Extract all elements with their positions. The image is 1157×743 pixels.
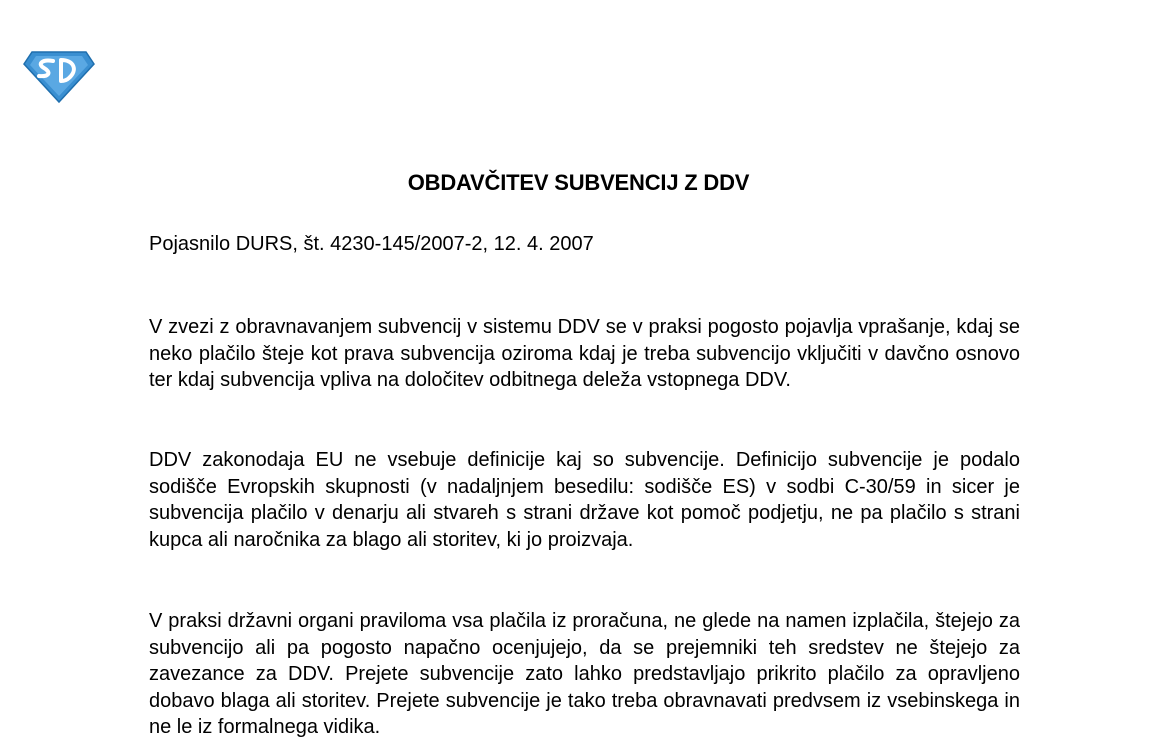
- document-title: OBDAVČITEV SUBVENCIJ Z DDV: [407, 170, 750, 195]
- document-reference: Pojasnilo DURS, št. 4230-145/2007-2, 12. 4. 2007: [149, 233, 594, 255]
- logo-icon: [22, 48, 96, 104]
- paragraph-2: DDV zakonodaja EU ne vsebuje definicije kaj so subvencije. Definicijo subvencije je podalo sodišče Evropskih skupnosti (v nadaljnjem besedilu: sodišče ES) v sodbi C-30/59 in sicer je subvencija plačilo v denarju ali stvareh s strani države kot pomoč podjetju, ne pa plačilo s strani kupca ali naročnika za blago ali storitev, ki jo proizvaja.: [149, 449, 1020, 551]
- paragraph-1: V zvezi z obravnavanjem subvencij v sistemu DDV se v praksi pogosto pojavlja vprašanje, kdaj se neko plačilo šteje kot prava subvencija oziroma kdaj je treba subvencijo vključiti v davčno osnovo ter kdaj subvencija vpliva na določitev odbitnega deleža vstopnega DDV.: [149, 316, 1020, 391]
- paragraph-3: V praksi državni organi praviloma vsa plačila iz proračuna, ne glede na namen izplačila, štejejo za subvencijo ali pa pogosto napačno ocenjujejo, da se prejemniki teh sredstev ne štejejo za zavezance za DDV. Prejete subvencije zato lahko predstavljajo prikrito plačilo za opravljeno dobavo blaga ali storitev. Prejete subvencije je tako treba obravnavati predvsem iz vsebinskega in ne le iz formalnega vidika.: [149, 610, 1020, 738]
